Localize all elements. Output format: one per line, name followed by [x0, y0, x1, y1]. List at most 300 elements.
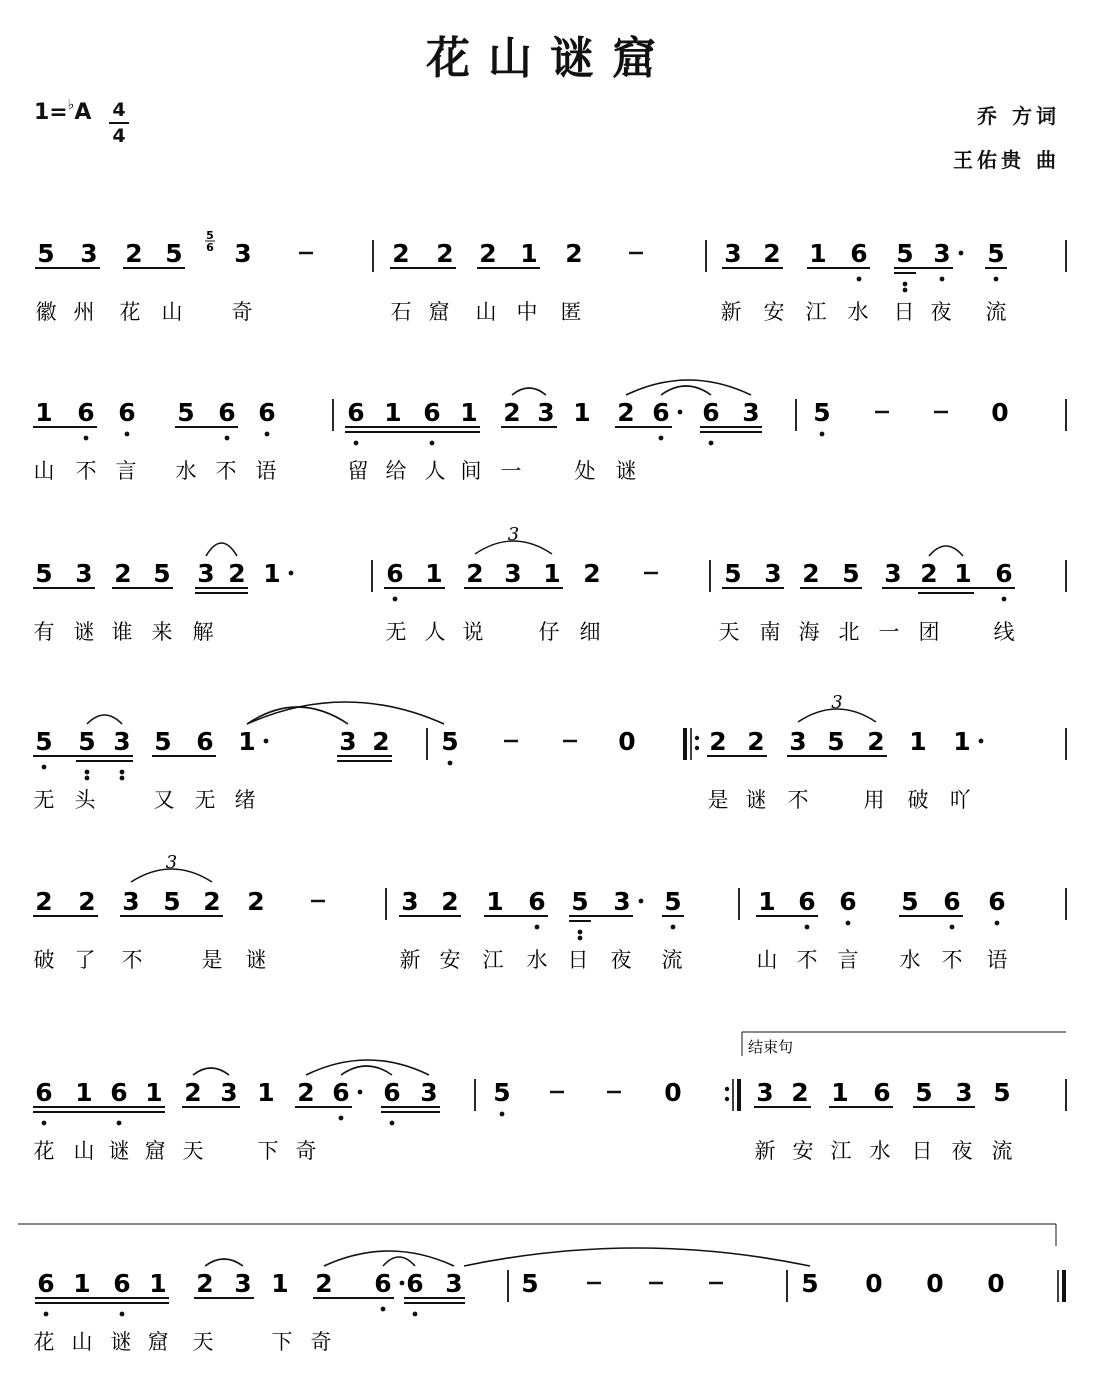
- slur: [929, 546, 963, 556]
- lyric-char: 谜: [110, 1330, 132, 1354]
- lyric-char: 水: [847, 300, 869, 324]
- lyric-char: 海: [798, 620, 820, 644]
- lyric-char: 北: [838, 620, 860, 644]
- lyric-char: 山: [71, 1330, 93, 1354]
- slur: [193, 1068, 229, 1075]
- lyric-char: 流: [661, 948, 683, 972]
- lyric-char: 州: [73, 300, 95, 324]
- lyric-char: 安: [792, 1139, 814, 1163]
- note: 2: [791, 1078, 809, 1107]
- octave-dot-low: [500, 1112, 505, 1117]
- lyric-char: 细: [579, 620, 601, 644]
- slur: [247, 702, 444, 724]
- lyric-char: 花: [33, 1139, 55, 1163]
- lyric-char: 言: [115, 459, 137, 483]
- note: 6: [383, 1078, 401, 1107]
- lyric-char: 处: [574, 459, 596, 483]
- note: 1: [425, 559, 443, 588]
- note: 6: [873, 1078, 891, 1107]
- lyric-char: 花: [119, 300, 141, 324]
- note: 1: [758, 887, 776, 916]
- note: 6: [347, 398, 365, 427]
- composer-credit: 王佑贵 曲: [953, 148, 1060, 172]
- note: 6: [113, 1269, 131, 1298]
- lyric-char: 奇: [231, 300, 253, 324]
- lyric-char: 江: [482, 948, 504, 972]
- note: 0: [618, 727, 636, 756]
- note: 1: [35, 398, 53, 427]
- lyric-char: 奇: [295, 1139, 317, 1163]
- note: 3: [789, 727, 807, 756]
- lyric-char: 团: [918, 620, 940, 644]
- octave-dot-low: [42, 765, 47, 770]
- lyric-char: 奇: [310, 1330, 332, 1354]
- lyric-char: 破: [907, 788, 929, 812]
- ending-label: 结束句: [748, 1038, 794, 1056]
- note: 6: [332, 1078, 350, 1107]
- note: 5: [441, 727, 459, 756]
- octave-dot-low: [820, 432, 825, 437]
- lyric-char: 水: [526, 948, 548, 972]
- note: 0: [926, 1269, 944, 1298]
- lyric-char: 谁: [111, 620, 133, 644]
- note: 6: [374, 1269, 392, 1298]
- note: 5: [842, 559, 860, 588]
- lyric-char: 新: [754, 1139, 776, 1163]
- lyric-char: 不: [787, 788, 809, 812]
- grace-note: 5: [206, 229, 214, 242]
- lyric-char: 夜: [951, 1139, 973, 1163]
- grace-note: 6: [206, 241, 214, 254]
- octave-dot-low: [120, 776, 125, 781]
- lyric-char: 不: [215, 459, 237, 483]
- time-signature-bottom: 4: [112, 125, 126, 147]
- lyric-char: 破: [33, 948, 55, 972]
- lyric-char: 无: [385, 620, 407, 644]
- lyric-char: 来: [151, 620, 173, 644]
- note: 5: [571, 887, 589, 916]
- lyric-char: 有: [33, 620, 55, 644]
- lyric-char: 窟: [428, 300, 450, 324]
- lyric-char: 头: [74, 788, 96, 812]
- note: 6: [258, 398, 276, 427]
- note: 5: [37, 239, 55, 268]
- note: 3: [234, 239, 252, 268]
- lyric-char: 用: [863, 788, 885, 812]
- lyric-char: 又: [153, 788, 175, 812]
- lyric-char: 流: [991, 1139, 1013, 1163]
- note: 2: [297, 1078, 315, 1107]
- octave-dot-low: [413, 1312, 418, 1317]
- lyric-char: 间: [460, 459, 482, 483]
- lyric-char: 石: [390, 300, 412, 324]
- octave-dot-low: [903, 288, 908, 293]
- octave-dot-low: [1002, 597, 1007, 602]
- note: 1: [573, 398, 591, 427]
- note: 2: [372, 727, 390, 756]
- lyric-char: 是: [707, 788, 729, 812]
- lyric-char: 无: [33, 788, 55, 812]
- lyric-char: 南: [759, 620, 781, 644]
- note: 2: [247, 887, 265, 916]
- octave-dot-low: [709, 441, 714, 446]
- lyric-char: 窟: [144, 1139, 166, 1163]
- lyric-char: 江: [805, 300, 827, 324]
- note: 2: [479, 239, 497, 268]
- octave-dot-low: [393, 597, 398, 602]
- lyric-char: 谜: [245, 948, 267, 972]
- slur: [205, 1259, 243, 1266]
- note: 5: [165, 239, 183, 268]
- note: 3: [884, 559, 902, 588]
- lyric-char: 谜: [108, 1139, 130, 1163]
- lyric-char: 山: [475, 300, 497, 324]
- lyric-char: 匿: [560, 300, 582, 324]
- octave-dot-low: [381, 1307, 386, 1312]
- note: 2: [709, 727, 727, 756]
- lyricist-credit: 乔 方词: [977, 104, 1060, 128]
- lyric-char: 语: [986, 948, 1008, 972]
- lyric-char: 山: [73, 1139, 95, 1163]
- augmentation-dot: [358, 1090, 363, 1095]
- note: 1: [460, 398, 478, 427]
- lyric-char: 是: [201, 948, 223, 972]
- note: 3: [122, 887, 140, 916]
- note: 2: [441, 887, 459, 916]
- note: 1: [520, 239, 538, 268]
- slur: [341, 1066, 392, 1075]
- octave-dot-low: [903, 282, 908, 287]
- note: 3: [80, 239, 98, 268]
- note: 1: [145, 1078, 163, 1107]
- note: 5: [901, 887, 919, 916]
- note: 2: [184, 1078, 202, 1107]
- octave-dot-low: [390, 1121, 395, 1126]
- note: 5: [154, 727, 172, 756]
- note: 6: [839, 887, 857, 916]
- lyric-char: 安: [439, 948, 461, 972]
- key-prefix: 1=: [34, 100, 68, 125]
- note: 3: [742, 398, 760, 427]
- note: 1: [909, 727, 927, 756]
- note: 3: [234, 1269, 252, 1298]
- note: 5: [813, 398, 831, 427]
- lyric-char: 山: [161, 300, 183, 324]
- note: 3: [420, 1078, 438, 1107]
- lyric-char: 天: [718, 620, 740, 644]
- augmentation-dot: [979, 739, 984, 744]
- note: 0: [987, 1269, 1005, 1298]
- note: 1: [543, 559, 561, 588]
- lyric-char: 中: [516, 300, 538, 324]
- lyric-char: 说: [462, 620, 484, 644]
- lyric-char: 绪: [234, 788, 256, 812]
- flat-icon: ♭: [67, 97, 75, 113]
- note: 5: [153, 559, 171, 588]
- note: 6: [528, 887, 546, 916]
- note: 3: [339, 727, 357, 756]
- augmentation-dot: [959, 251, 964, 256]
- note: 5: [35, 559, 53, 588]
- repeat-dot: [695, 736, 699, 740]
- slur: [206, 543, 237, 556]
- lyric-char: 仔: [538, 620, 560, 644]
- note: 6: [406, 1269, 424, 1298]
- note: 5: [521, 1269, 539, 1298]
- lyric-char: 下: [257, 1139, 279, 1163]
- octave-dot-low: [857, 277, 862, 282]
- lyric-char: 人: [424, 620, 446, 644]
- augmentation-dot: [400, 1281, 405, 1286]
- octave-dot-low: [805, 925, 810, 930]
- octave-dot-low: [44, 1312, 49, 1317]
- note: 5: [801, 1269, 819, 1298]
- lyric-char: 日: [893, 300, 915, 324]
- slur: [512, 388, 546, 395]
- note: 5: [915, 1078, 933, 1107]
- note: 2: [114, 559, 132, 588]
- slur: [87, 715, 122, 724]
- lyric-char: 日: [567, 948, 589, 972]
- lyric-char: 人: [424, 459, 446, 483]
- note: 3: [220, 1078, 238, 1107]
- lyric-char: 语: [255, 459, 277, 483]
- note: 6: [110, 1078, 128, 1107]
- augmentation-dot: [289, 571, 294, 576]
- note: 2: [583, 559, 601, 588]
- note: 6: [35, 1078, 53, 1107]
- note: 0: [664, 1078, 682, 1107]
- lyric-char: 花: [33, 1330, 55, 1354]
- slur: [661, 386, 711, 395]
- octave-dot-low: [354, 441, 359, 446]
- note: 5: [163, 887, 181, 916]
- lyric-char: 水: [899, 948, 921, 972]
- lyric-char: 吖: [949, 788, 971, 812]
- octave-dot-low: [339, 1116, 344, 1121]
- augmentation-dot: [264, 739, 269, 744]
- slur: [247, 707, 348, 724]
- note: 5: [987, 239, 1005, 268]
- lyric-char: 天: [192, 1330, 214, 1354]
- note: 3: [756, 1078, 774, 1107]
- octave-dot-low: [225, 436, 230, 441]
- note: 6: [77, 398, 95, 427]
- note: 5: [827, 727, 845, 756]
- note: 3: [933, 239, 951, 268]
- octave-dot-low: [42, 1121, 47, 1126]
- slur: [324, 1251, 454, 1266]
- note: 3: [613, 887, 631, 916]
- lyric-char: 一: [500, 459, 522, 483]
- time-signature-top: 4: [112, 99, 126, 121]
- note: 2: [617, 398, 635, 427]
- lyric-char: 山: [756, 948, 778, 972]
- note: 0: [865, 1269, 883, 1298]
- note: 5: [724, 559, 742, 588]
- note: 1: [271, 1269, 289, 1298]
- lyric-char: 徽: [35, 300, 57, 324]
- note: 5: [993, 1078, 1011, 1107]
- slur: [383, 1257, 415, 1266]
- slur: [626, 380, 751, 395]
- note: 6: [988, 887, 1006, 916]
- note: 3: [724, 239, 742, 268]
- note: 1: [809, 239, 827, 268]
- note: 3: [113, 727, 131, 756]
- triplet-number: 3: [165, 852, 178, 873]
- note: 1: [257, 1078, 275, 1107]
- note: 3: [401, 887, 419, 916]
- note: 6: [118, 398, 136, 427]
- lyric-char: 水: [869, 1139, 891, 1163]
- octave-dot-low: [120, 770, 125, 775]
- note: 2: [565, 239, 583, 268]
- key-letter: A: [74, 100, 92, 125]
- lyric-char: 无: [194, 788, 216, 812]
- lyric-char: 不: [121, 948, 143, 972]
- note: 1: [486, 887, 504, 916]
- octave-dot-low: [659, 436, 664, 441]
- triplet-number: 3: [831, 692, 843, 713]
- lyric-char: 安: [763, 300, 785, 324]
- lyric-char: 言: [837, 948, 859, 972]
- note: 2: [228, 559, 246, 588]
- lyric-char: 水: [175, 459, 197, 483]
- note: 6: [37, 1269, 55, 1298]
- note: 6: [798, 887, 816, 916]
- note: 5: [493, 1078, 511, 1107]
- octave-dot-low: [995, 921, 1000, 926]
- lyric-char: 不: [941, 948, 963, 972]
- triplet-number: 3: [507, 524, 520, 545]
- note: 1: [831, 1078, 849, 1107]
- octave-dot-low: [120, 1312, 125, 1317]
- octave-dot-low: [994, 277, 999, 282]
- lyric-char: 夜: [930, 300, 952, 324]
- octave-dot-low: [84, 436, 89, 441]
- augmentation-dot: [639, 899, 644, 904]
- note: 2: [78, 887, 96, 916]
- octave-dot-low: [671, 925, 676, 930]
- note: 2: [196, 1269, 214, 1298]
- note: 6: [386, 559, 404, 588]
- lyric-char: 夜: [610, 948, 632, 972]
- note: 6: [850, 239, 868, 268]
- note: 6: [218, 398, 236, 427]
- note: 0: [991, 398, 1009, 427]
- augmentation-dot: [678, 410, 683, 415]
- note: 2: [867, 727, 885, 756]
- slur: [306, 1060, 429, 1075]
- note: 6: [423, 398, 441, 427]
- lyric-char: 谜: [73, 620, 95, 644]
- octave-dot-low: [940, 277, 945, 282]
- note: 5: [177, 398, 195, 427]
- lyric-char: 解: [192, 620, 214, 644]
- octave-dot-low: [448, 761, 453, 766]
- lyric-char: 日: [911, 1139, 933, 1163]
- octave-dot-low: [535, 925, 540, 930]
- note: 2: [203, 887, 221, 916]
- note: 3: [504, 559, 522, 588]
- note: 2: [436, 239, 454, 268]
- note: 2: [802, 559, 820, 588]
- lyric-char: 新: [720, 300, 742, 324]
- repeat-dot: [725, 1087, 729, 1091]
- lyric-char: 流: [985, 300, 1007, 324]
- octave-dot-low: [578, 936, 583, 941]
- note: 6: [196, 727, 214, 756]
- note: 2: [763, 239, 781, 268]
- lyric-char: 留: [347, 459, 369, 483]
- note: 2: [315, 1269, 333, 1298]
- note: 6: [943, 887, 961, 916]
- lyric-char: 了: [74, 948, 96, 972]
- note: 1: [149, 1269, 167, 1298]
- note: 5: [896, 239, 914, 268]
- note: 1: [384, 398, 402, 427]
- note: 2: [920, 559, 938, 588]
- octave-dot-low: [846, 921, 851, 926]
- note: 1: [73, 1269, 91, 1298]
- note: 2: [125, 239, 143, 268]
- repeat-dot: [695, 746, 699, 750]
- note: 2: [503, 398, 521, 427]
- lyric-char: 谜: [745, 788, 767, 812]
- lyric-char: 新: [399, 948, 421, 972]
- note: 5: [664, 887, 682, 916]
- note: 2: [392, 239, 410, 268]
- note: 2: [466, 559, 484, 588]
- note: 1: [75, 1078, 93, 1107]
- lyric-char: 给: [385, 459, 407, 483]
- lyric-char: 天: [182, 1139, 204, 1163]
- note: 2: [35, 887, 53, 916]
- octave-dot-low: [578, 930, 583, 935]
- lyric-char: 一: [878, 620, 900, 644]
- octave-dot-low: [85, 770, 90, 775]
- lyric-char: 线: [993, 620, 1015, 644]
- octave-dot-low: [117, 1121, 122, 1126]
- note: 3: [75, 559, 93, 588]
- lyric-char: 谜: [615, 459, 637, 483]
- note: 3: [537, 398, 555, 427]
- octave-dot-low: [125, 432, 130, 437]
- lyric-char: 不: [796, 948, 818, 972]
- note: 1: [263, 559, 281, 588]
- note: 6: [995, 559, 1013, 588]
- note: 3: [197, 559, 215, 588]
- note: 3: [445, 1269, 463, 1298]
- note: 1: [954, 559, 972, 588]
- page-title: 花山谜窟: [426, 33, 674, 84]
- note: 2: [747, 727, 765, 756]
- lyric-char: 不: [75, 459, 97, 483]
- lyric-char: 江: [830, 1139, 852, 1163]
- octave-dot-low: [950, 925, 955, 930]
- note: 6: [702, 398, 720, 427]
- note: 5: [35, 727, 53, 756]
- note: 1: [953, 727, 971, 756]
- lyric-char: 下: [271, 1330, 293, 1354]
- note: 1: [238, 727, 256, 756]
- note: 5: [78, 727, 96, 756]
- repeat-dot: [725, 1097, 729, 1101]
- note: 3: [764, 559, 782, 588]
- tie: [464, 1248, 810, 1266]
- lyric-char: 窟: [147, 1330, 169, 1354]
